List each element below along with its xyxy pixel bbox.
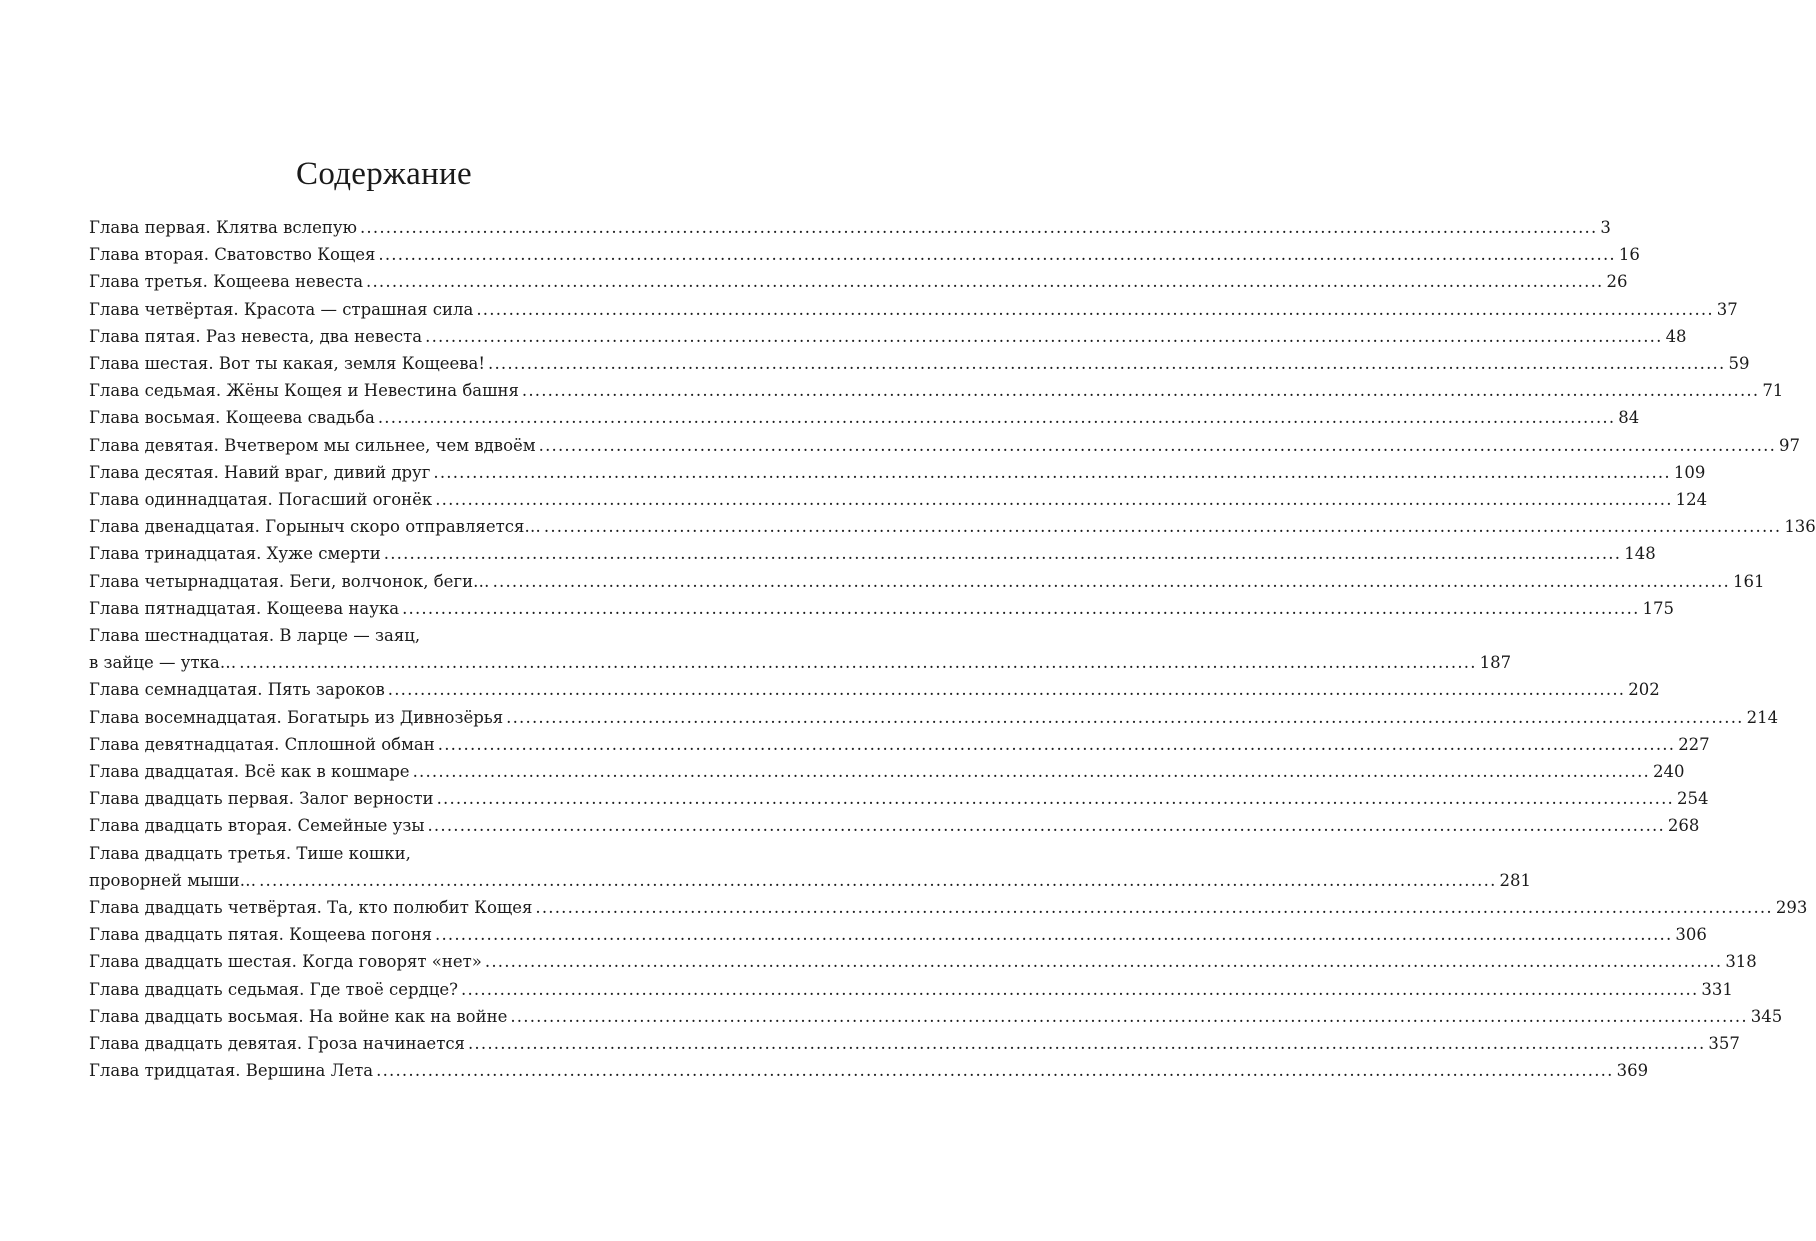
toc-entry-page-number: 3 [1600,218,1611,237]
toc-entry [89,404,1640,431]
toc-entry-title: Глава девятнадцатая. Сплошной обман [89,734,435,754]
toc-entry [89,894,1808,921]
toc-entry-page-number: 318 [1725,952,1757,972]
dot-leader [378,404,1615,431]
toc-entry-title: Глава тринадцатая. Хуже смерти [89,544,381,564]
toc-entry-page-number: 161 [1732,571,1765,591]
toc-entry-title: Глава двадцать первая. Залог верности [89,789,434,809]
toc-entry-page-number: 306 [1675,925,1707,945]
dot-leader [402,595,1639,622]
toc-entry-title: Глава двадцать девятая. Гроза начинается [89,1034,465,1054]
toc-entry-title: Глава пятнадцатая. Кощеева наука [89,598,400,618]
toc-entry-title: Глава тридцатая. Вершина Лета [89,1061,374,1081]
toc-entry-page-number: 357 [1708,1034,1740,1054]
toc-entry-page-number: 59 [1728,354,1750,374]
dot-leader [435,921,1672,948]
toc-entry [89,1003,1783,1030]
toc-entry-page-number: 227 [1678,734,1710,754]
toc-entry [89,812,1700,839]
toc-entry [89,513,1816,540]
toc-entry-title: Глава семнадцатая. Пять зароков [89,680,385,700]
toc-entry-title: Глава восемнадцатая. Богатырь из Дивнозёрья [89,707,504,727]
toc-entry-page-number: 175 [1642,598,1675,618]
dot-leader [438,731,1675,758]
toc-entry [89,921,1707,948]
toc-entry-title: Глава двадцать шестая. Когда говорят «нет» [89,952,482,972]
toc-entry-page-number: 37 [1716,299,1738,319]
toc-entry-page-number: 240 [1653,762,1685,782]
toc-entry-title: Глава седьмая. Жёны Кощея и Невестина башня [89,381,519,401]
toc-entry-title: Глава пятая. Раз невеста, два невеста [89,326,423,346]
toc-entry [89,350,1750,377]
toc-entry [89,459,1706,486]
toc-entry-page-number: 187 [1479,653,1512,673]
toc-entry [89,1057,1649,1084]
toc-entry [89,296,1738,323]
toc-entry [89,268,1628,295]
toc-entry [89,785,1709,812]
toc-entry-page-number: 268 [1667,816,1700,836]
toc-entry-title: Глава двадцать седьмая. Где твоё сердце? [89,979,458,999]
dot-leader [239,649,1476,676]
toc-entry [89,432,1801,459]
toc-entry [89,731,1710,758]
toc-entry [89,867,1532,894]
toc-entry [89,1030,1740,1057]
toc-entry-page-number: 84 [1618,408,1640,428]
dot-leader [535,894,1772,921]
toc-entry-title: Глава одиннадцатая. Погасший огонёк [89,490,433,510]
toc-entry-title: Глава шестая. Вот ты какая, земля Кощеева! [89,354,486,374]
toc-entry-title: Глава восьмая. Кощеева свадьба [89,408,375,428]
toc-entry-title: проворней мыши… [89,870,257,890]
toc-entry [89,595,1675,622]
dot-leader [376,1057,1613,1084]
dot-leader [461,976,1698,1003]
toc-entry [89,649,1512,676]
toc-entry-title: Глава двадцать пятая. Кощеева погоня [89,925,432,945]
toc-entry-page-number: 254 [1676,789,1709,809]
dot-leader [413,758,1650,785]
toc-entry-page-number: 97 [1779,435,1801,455]
toc-entry-title: Глава двенадцатая. Горыныч скоро отправляется… [89,517,541,537]
toc-entry-page-number: 16 [1618,245,1640,265]
toc-entry-page-number: 369 [1616,1061,1649,1081]
toc-entry-page-number: 293 [1775,898,1808,918]
toc-entry-page-number: 71 [1762,381,1784,401]
toc-entry-title: Глава четырнадцатая. Беги, волчонок, беги… [89,571,490,591]
toc-entry-page-number: 136 [1784,517,1816,537]
toc-entry-page-number: 202 [1628,680,1660,700]
toc-entry-title: Глава двадцать вторая. Семейные узы [89,816,425,836]
toc-entry-page-number: 148 [1624,544,1656,564]
dot-leader [485,948,1722,975]
toc-entry-title: Глава четвёртая. Красота — страшная сила [89,299,474,319]
toc-entry-title: Глава двадцать восьмая. На войне как на войне [89,1006,508,1026]
toc-entry-title: Глава третья. Кощеева невеста [89,272,364,292]
toc-entry [89,676,1660,703]
dot-leader [493,568,1730,595]
toc-entry-title: Глава вторая. Сватовство Кощея [89,245,376,265]
toc-entry [89,214,1611,241]
dot-leader [476,296,1713,323]
toc-entry-page-number: 214 [1746,707,1779,727]
toc-entry-title: Глава девятая. Вчетвером мы сильнее, чем вдвоём [89,435,536,455]
toc-entry-page-number: 109 [1673,462,1706,482]
dot-leader [433,459,1670,486]
toc-entry [89,704,1779,731]
dot-leader [544,513,1781,540]
toc-entry-title: Глава первая. Клятва вслепую [89,218,357,237]
dot-leader [427,812,1664,839]
dot-leader [366,268,1603,295]
toc-entry [89,241,1640,268]
page-title: Содержание [296,156,472,192]
dot-leader [360,214,1597,241]
toc-entry [89,540,1656,567]
toc-entry-page-number: 48 [1665,326,1687,346]
toc-entry-title: в зайце — утка… [89,653,237,673]
toc-entry [89,568,1765,595]
toc-entry [89,976,1733,1003]
toc-entry [89,486,1708,513]
dot-leader [435,486,1672,513]
table-of-contents [89,214,1816,1085]
toc-entry-title-line: Глава шестнадцатая. В ларце — заяц, [89,626,421,646]
dot-leader [259,867,1496,894]
toc-entry [89,758,1685,785]
dot-leader [539,432,1776,459]
toc-entry-page-number: 331 [1701,979,1733,999]
dot-leader [506,704,1743,731]
dot-leader [388,676,1625,703]
toc-entry [89,323,1687,350]
toc-entry-title-line: Глава двадцать третья. Тише кошки, [89,843,411,863]
dot-leader [522,377,1759,404]
toc-entry-page-number: 26 [1606,272,1628,292]
toc-entry-page-number: 124 [1675,490,1708,510]
dot-leader [510,1003,1747,1030]
toc-entry-title: Глава двадцать четвёртая. Та, кто полюбит Кощея [89,898,533,918]
toc-entry-page-number: 281 [1499,870,1532,890]
dot-leader [468,1030,1705,1057]
toc-entry-title: Глава двадцатая. Всё как в кошмаре [89,762,410,782]
toc-entry [89,377,1784,404]
dot-leader [488,350,1725,377]
toc-entry [89,948,1757,975]
dot-leader [384,540,1621,567]
dot-leader [425,323,1662,350]
dot-leader [437,785,1674,812]
toc-entry-page-number: 345 [1750,1006,1783,1026]
dot-leader [378,241,1615,268]
toc-entry-title: Глава десятая. Навий враг, дивий друг [89,462,431,482]
